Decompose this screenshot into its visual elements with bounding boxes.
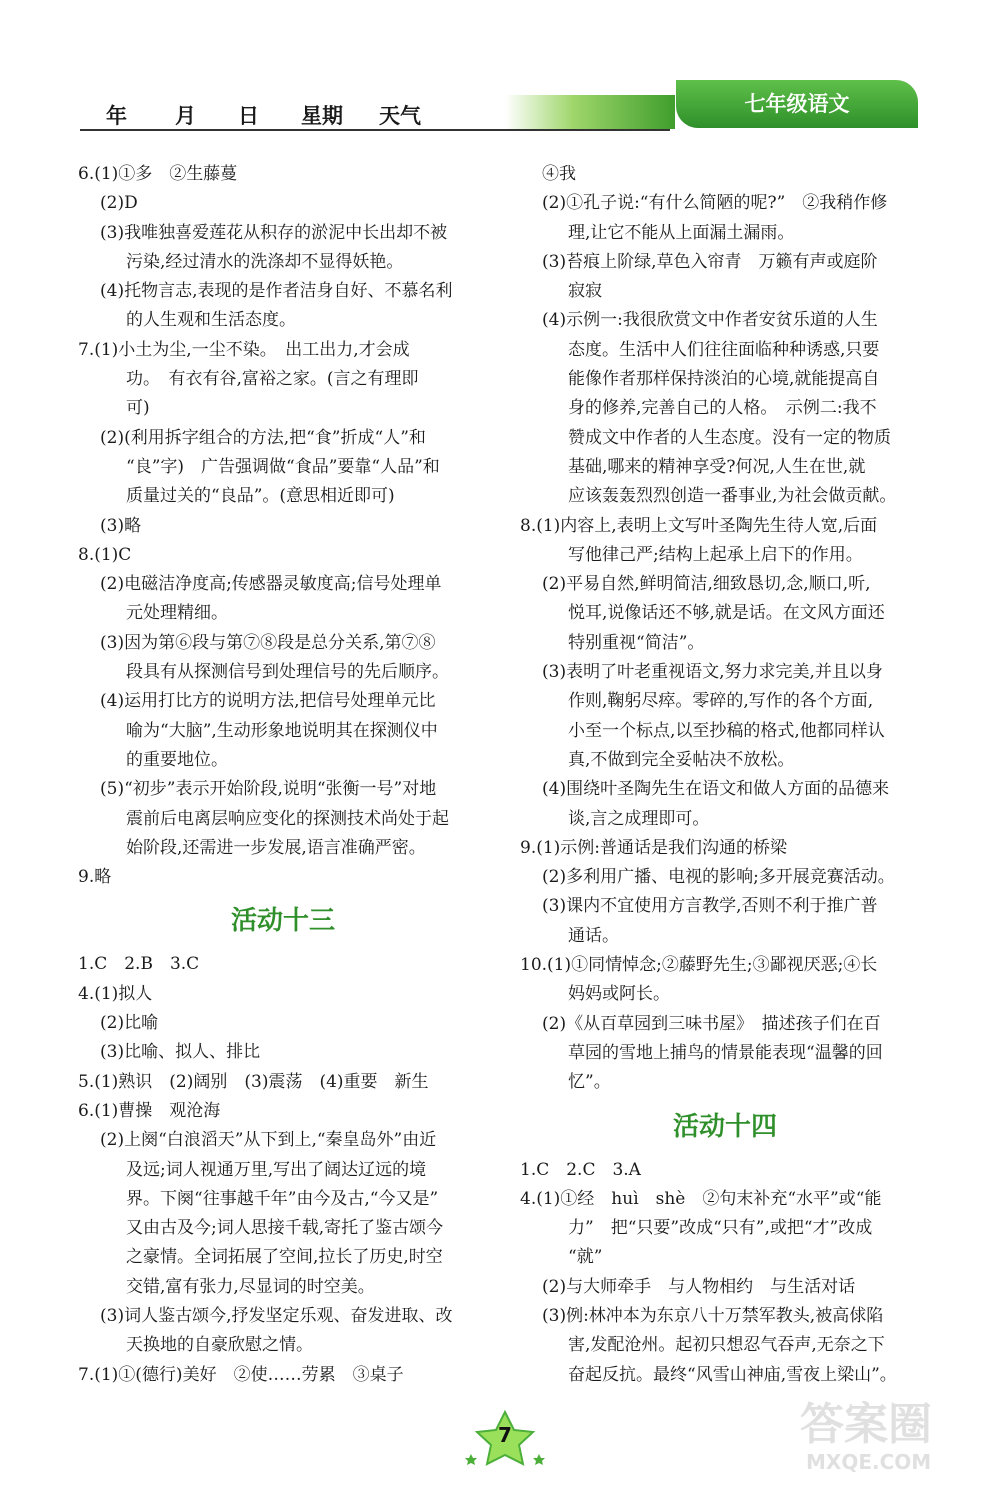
section-title: 活动十三 xyxy=(230,906,335,937)
answer-line: 4.(1)①经 huì shè ②句末补充“水平”或“能 xyxy=(520,1188,882,1209)
answer-line: 力” 把“只要”改成“只有”,或把“才”改成 xyxy=(568,1218,873,1239)
answer-line: 4.(1)拟人 xyxy=(78,983,153,1004)
answer-line: 谈,言之成理即可。 xyxy=(568,808,710,829)
answer-line: (3)我唯独喜爱莲花从积存的淤泥中长出却不被 xyxy=(100,222,448,243)
answer-line: 质量过关的“良品”。(意思相近即可) xyxy=(126,486,395,507)
watermark xyxy=(800,1400,990,1490)
answer-line: 身的修养,完善自己的人格。 示例二:我不 xyxy=(568,398,877,419)
answer-line: 10.(1)①同情悼念;②藤野先生;③鄙视厌恶;④长 xyxy=(520,955,878,976)
answer-line: 功。 有衣有谷,富裕之家。(言之有理即 xyxy=(126,369,419,390)
answer-line: 界。下阕“往事越千年”由今及古,“今又是” xyxy=(126,1188,439,1209)
watermark-title: 答案圈 xyxy=(800,1399,932,1450)
month-label: 月 xyxy=(175,104,196,128)
answer-line: (3)苔痕上阶绿,草色入帘青 万籁有声或庭阶 xyxy=(542,251,878,272)
answer-line: 应该轰轰烈烈创造一番事业,为社会做贡献。 xyxy=(568,486,897,507)
answer-line: 通话。 xyxy=(568,925,619,946)
watermark-url: MXQE.COM xyxy=(806,1450,932,1474)
left-column xyxy=(78,160,488,1390)
answer-line: 震前后电离层响应变化的探测技术尚处于起 xyxy=(126,808,449,829)
weather-label: 天气 xyxy=(379,104,421,128)
day-label: 日 xyxy=(238,104,259,128)
answer-line: 段具有从探测信号到处理信号的先后顺序。 xyxy=(126,662,449,683)
answer-line: 8.(1)C xyxy=(78,544,132,565)
page-header xyxy=(0,0,1000,150)
answer-line: ④我 xyxy=(542,164,576,184)
answer-line: (4)托物言志,表现的是作者洁身自好、不慕名利 xyxy=(100,281,453,302)
answer-line: 草园的雪地上捕鸟的情景能表现“温馨的回 xyxy=(568,1042,883,1063)
answer-line: 理,让它不能从上面漏土漏雨。 xyxy=(568,222,795,243)
answer-line: (2)多利用广播、电视的影响;多开展竞赛活动。 xyxy=(542,867,895,888)
answer-line: (4)示例一:我很欣赏文中作者安贫乐道的人生 xyxy=(542,310,878,331)
answer-line: (3)因为第⑥段与第⑦⑧段是总分关系,第⑦⑧ xyxy=(100,632,436,653)
answer-line: 5.(1)熟识 (2)阔别 (3)震荡 (4)重要 新生 xyxy=(78,1071,429,1092)
answer-line: 能像作者那样保持淡泊的心境,就能提高自 xyxy=(568,369,880,390)
answer-line: (3)比喻、拟人、排比 xyxy=(100,1042,261,1063)
answer-line: 写他律己严;结构上起承上启下的作用。 xyxy=(568,544,863,565)
answer-line: 6.(1)①多 ②生藤蔓 xyxy=(78,164,238,184)
answer-line: (3)例:林冲本为东京八十万禁军教头,被高俅陷 xyxy=(542,1305,884,1326)
answer-line: 喻为“大脑”,生动形象地说明其在探测仪中 xyxy=(126,720,438,741)
answer-line: 8.(1)内容上,表明上文写叶圣陶先生待人宽,后面 xyxy=(520,515,878,536)
answer-line: (3)略 xyxy=(100,515,142,536)
answer-line: 又由古及今;词人思接千载,寄托了鉴古颂今 xyxy=(126,1218,444,1239)
answer-line: 寂寂 xyxy=(568,281,602,302)
subject-tab: 七年级语文 xyxy=(676,80,918,128)
right-column xyxy=(520,160,930,1390)
answer-line: “就” xyxy=(568,1247,603,1268)
answer-line: 的人生观和生活态度。 xyxy=(126,310,296,331)
answer-line: 特别重视“简洁”。 xyxy=(568,632,705,653)
answer-line: 6.(1)曹操 观沧海 xyxy=(78,1100,221,1121)
year-label: 年 xyxy=(106,104,127,128)
answer-line: (2)与大师牵手 与人物相约 与生活对话 xyxy=(542,1276,856,1297)
answer-line: (3)课内不宜使用方言教学,否则不利于推广普 xyxy=(542,896,878,917)
answer-line: (2)①孔子说:“有什么简陋的呢?” ②我稍作修 xyxy=(542,193,888,214)
answer-line: (2)《从百草园到三味书屋》 描述孩子们在百 xyxy=(542,1013,881,1034)
answer-line: 元处理精细。 xyxy=(126,603,228,624)
answer-line: 赞成文中作者的人生态度。没有一定的物质 xyxy=(568,427,891,448)
answer-line: (4)围绕叶圣陶先生在语文和做人方面的品德来 xyxy=(542,779,890,800)
answer-line: (4)运用打比方的说明方法,把信号处理单元比 xyxy=(100,691,436,712)
header-green-fade xyxy=(505,95,675,129)
weekday-label: 星期 xyxy=(301,104,343,128)
answer-line: 7.(1)小土为尘,一尘不染。 出工出力,才会成 xyxy=(78,339,410,360)
answer-line: (2)电磁洁净度高;传感器灵敏度高;信号处理单 xyxy=(100,574,442,595)
answer-line: “良”字) 广告强调做“食品”要靠“人品”和 xyxy=(126,456,440,477)
section-title: 活动十四 xyxy=(672,1111,777,1142)
answer-line: (2)D xyxy=(100,193,138,214)
answer-line: 交错,富有张力,尽显词的时空美。 xyxy=(126,1276,375,1297)
answer-line: 天换地的自豪欣慰之情。 xyxy=(126,1335,313,1356)
answer-line: 7.(1)①(德行)美好 ②使……劳累 ③桌子 xyxy=(78,1364,404,1385)
answer-line: 真,不做到完全妥帖决不放松。 xyxy=(568,749,795,770)
answer-line: (5)“初步”表示开始阶段,说明“张衡一号”对地 xyxy=(100,779,437,800)
answer-line: 始阶段,还需进一步发展,语言准确严密。 xyxy=(126,837,426,858)
answer-line: 基础,哪来的精神享受?何况,人生在世,就 xyxy=(568,456,866,477)
answer-line: 之豪情。全词拓展了空间,拉长了历史,时空 xyxy=(126,1247,443,1268)
answer-line: (2)(利用拆字组合的方法,把“食”折成“人”和 xyxy=(100,427,426,448)
date-fields xyxy=(106,100,421,130)
page-number-badge xyxy=(465,1410,545,1470)
answer-line: 污染,经过清水的洗涤却不显得妖艳。 xyxy=(126,251,404,272)
answer-line: (3)表明了叶老重视语文,努力求完美,并且以身 xyxy=(542,662,883,683)
answer-line: 的重要地位。 xyxy=(126,749,228,770)
answer-line: 作则,鞠躬尽瘁。零碎的,写作的各个方面, xyxy=(568,691,874,712)
answer-line: (2)平易自然,鲜明简洁,细致恳切,念,顺口,听, xyxy=(542,574,871,595)
answer-line: 态度。生活中人们往往面临种种诱惑,只要 xyxy=(568,339,880,360)
answer-line: 可) xyxy=(126,398,150,419)
answer-line: 忆”。 xyxy=(568,1072,611,1093)
answer-line: (2)比喻 xyxy=(100,1013,159,1034)
answer-line: (3)词人鉴古颂今,抒发坚定乐观、奋发进取、改 xyxy=(100,1305,453,1326)
header-rule xyxy=(80,129,670,131)
answer-line: 妈妈或阿长。 xyxy=(568,984,670,1005)
answer-line: 1.C 2.C 3.A xyxy=(520,1159,641,1180)
answer-line: 奋起反抗。最终“风雪山神庙,雪夜上梁山”。 xyxy=(568,1364,897,1385)
answer-line: 悦耳,说像话还不够,就是话。在文风方面还 xyxy=(568,603,885,624)
answer-line: 及远;词人视通万里,写出了阔达辽远的境 xyxy=(126,1159,427,1180)
answer-line: 9.略 xyxy=(78,867,112,888)
answer-line: 害,发配沧州。起初只想忍气吞声,无奈之下 xyxy=(568,1335,885,1356)
answer-line: 1.C 2.B 3.C xyxy=(78,954,200,975)
page-number: 7 xyxy=(498,1423,512,1447)
answer-line: (2)上阕“白浪滔天”从下到上,“秦皇岛外”由近 xyxy=(100,1130,437,1151)
answer-line: 9.(1)示例:普通话是我们沟通的桥梁 xyxy=(520,837,788,858)
answer-line: 小至一个标点,以至抄稿的格式,他都同样认 xyxy=(568,720,885,741)
